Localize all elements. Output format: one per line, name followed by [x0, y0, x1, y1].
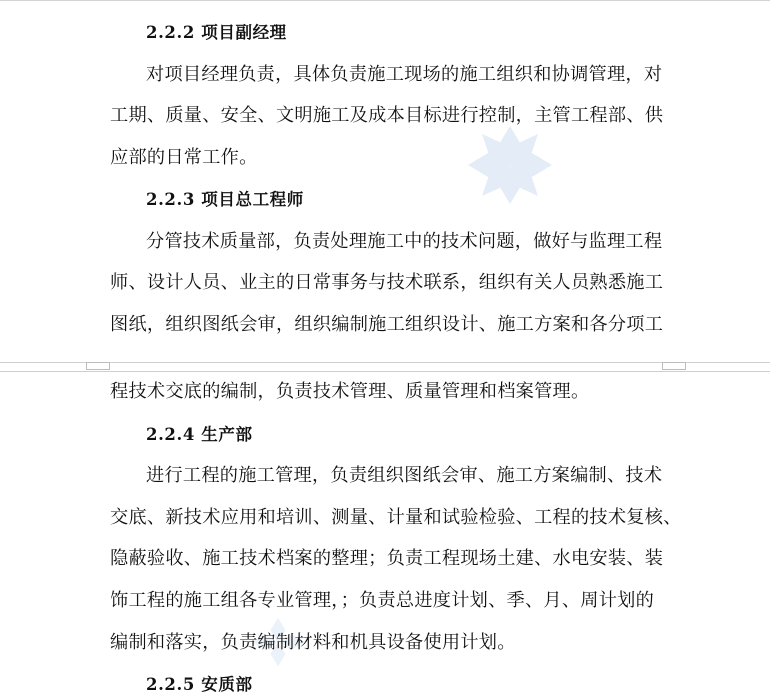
paragraph-line: 工期、质量、安全、文明施工及成本目标进行控制，主管工程部、供 [110, 105, 664, 126]
paragraph-line: 隐蔽验收、施工技术档案的整理；负责工程现场土建、水电安装、装 [110, 548, 664, 569]
watermark-logo-icon [462, 122, 558, 208]
paragraph-line: 编制和落实，负责编制材料和机具设备使用计划。 [110, 632, 516, 653]
paragraph-line: 师、设计人员、业主的日常事务与技术联系，组织有关人员熟悉施工 [110, 272, 664, 293]
paragraph-line: 图纸，组织图纸会审，组织编制施工组织设计、施工方案和各分项工 [110, 314, 664, 335]
paragraph-line: 饰工程的施工组各专业管理，；负责总进度计划、季、月、周计划的 [110, 590, 655, 611]
paragraph-line: 交底、新技术应用和培训、测量、计量和试验检验、工程的技术复核、 [110, 507, 682, 528]
paragraph-line: 对项目经理负责，具体负责施工现场的施工组织和协调管理，对 [146, 64, 663, 85]
paragraph-line: 应部的日常工作。 [110, 147, 258, 168]
section-heading: 2.2.4 生产部 [146, 425, 253, 444]
margin-marker-right [662, 362, 686, 370]
paragraph-line: 进行工程的施工管理，负责组织图纸会审、施工方案编制、技术 [146, 465, 663, 486]
section-heading: 2.2.5 安质部 [146, 675, 253, 694]
section-heading: 2.2.2 项目副经理 [146, 23, 287, 42]
page-top-border [0, 0, 770, 1]
paragraph-line: 程技术交底的编制，负责技术管理、质量管理和档案管理。 [110, 381, 590, 402]
paragraph-line: 分管技术质量部，负责处理施工中的技术问题，做好与监理工程 [146, 231, 663, 252]
page-break [0, 362, 770, 372]
margin-marker-left [86, 362, 110, 370]
section-heading: 2.2.3 项目总工程师 [146, 190, 304, 209]
